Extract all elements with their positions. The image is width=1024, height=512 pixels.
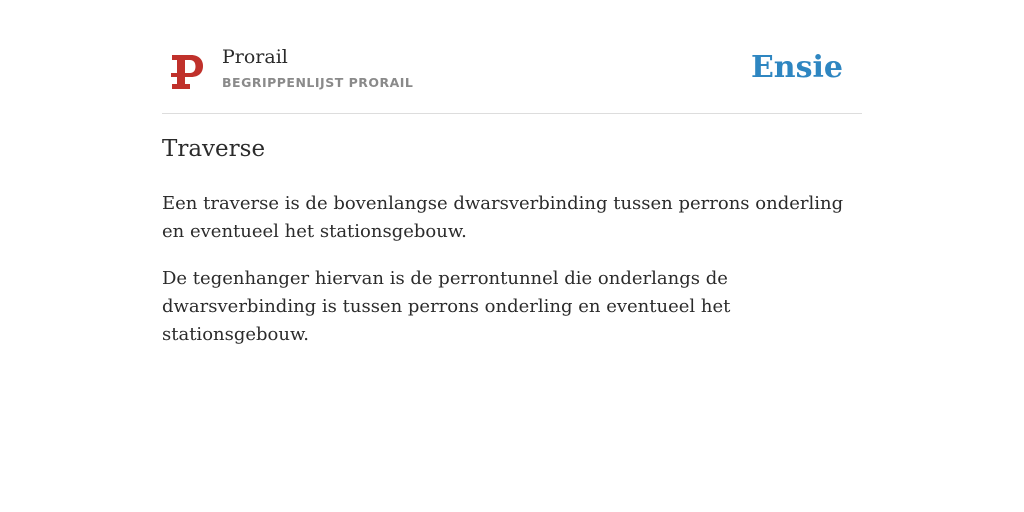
brand-name[interactable]: Prorail [222,46,288,68]
page-container [162,0,862,345]
brand-subtitle[interactable]: BEGRIPPENLIJST PRORAIL [222,75,414,90]
prorail-p-logo-icon[interactable] [170,53,206,91]
term-definition [162,190,862,368]
definition-paragraph: De tegenhanger hiervan is de perrontunnel die onderlangs de dwarsverbinding is tussen perrons onderling en eventueel het stationsgebouw. [162,268,731,345]
term-title: Traverse [162,136,266,162]
definition-paragraph: Een traverse is de bovenlangse dwarsverbinding tussen perrons onderling en eventueel het stationsgebouw. [162,193,844,242]
ensie-link[interactable]: Ensie [750,50,843,85]
header [162,0,862,114]
